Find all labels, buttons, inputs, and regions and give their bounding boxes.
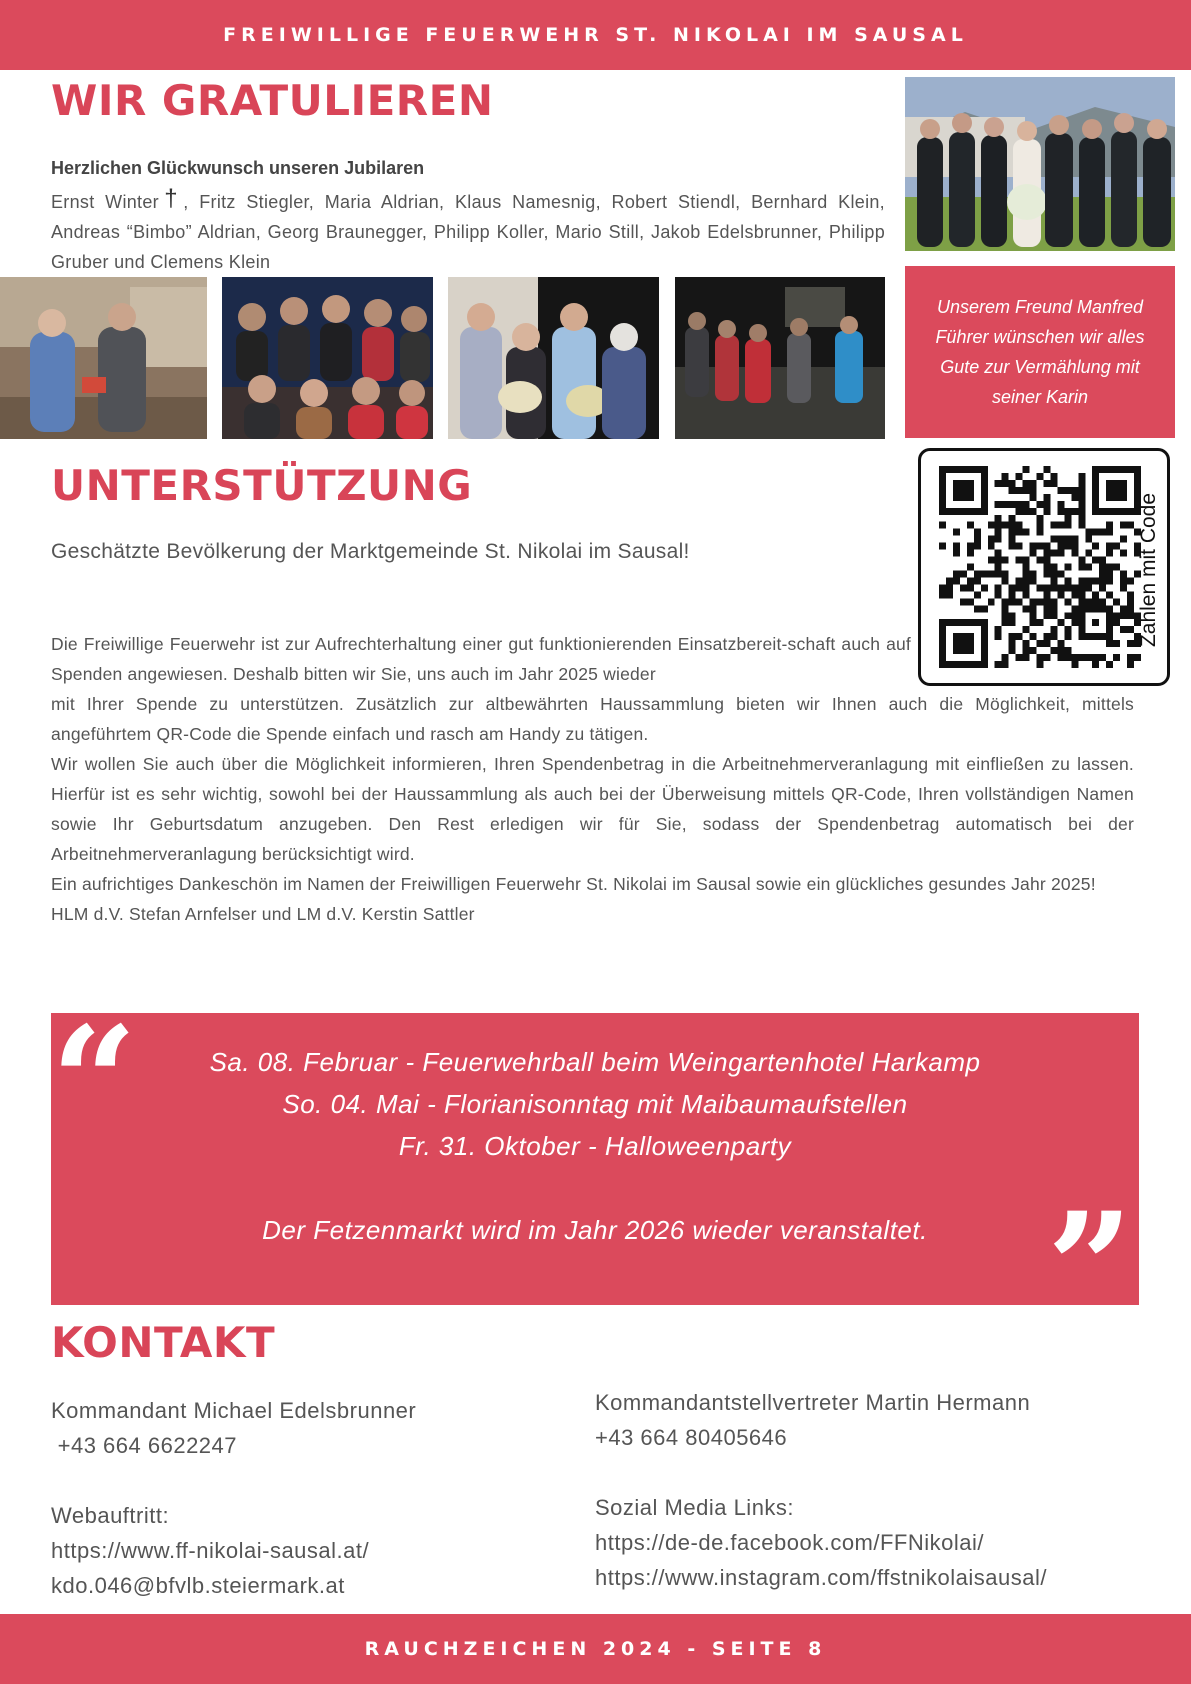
unterstuetzung-heading: UNTERSTÜTZUNG [51, 461, 473, 510]
jubilar-first-name: Ernst Winter [51, 192, 159, 212]
cross-icon: † [158, 185, 184, 212]
support-paragraph-4: Ein aufrichtiges Dankeschön im Namen der Freiwilligen Feuerwehr St. Nikolai im Sausal sowie ein glückliches gesundes Jahr 2025! [51, 874, 1096, 894]
email-link[interactable]: kdo.046@bfvlb.steiermark.at [51, 1573, 345, 1598]
jubilare-list [51, 184, 885, 277]
deputy-phone[interactable]: +43 664 80405646 [595, 1425, 788, 1450]
event-item: Sa. 08. Februar - Feuerwehrball beim Weingartenhotel Harkamp [209, 1047, 981, 1077]
contact-commander [51, 1393, 416, 1603]
commander-phone[interactable]: +43 664 6622247 [51, 1433, 238, 1458]
events-list [51, 1041, 1139, 1251]
web-label: Webauftritt: [51, 1503, 170, 1528]
event-photo-night [675, 277, 885, 439]
kontakt-heading: KONTAKT [51, 1318, 276, 1367]
jubilar-photo-1 [0, 277, 207, 439]
qr-code-label: Zahlen mit Code [1137, 492, 1160, 648]
quote-open-icon: “ [51, 994, 138, 1170]
wedding-wish-text: Unserem Freund Manfred Führer wünschen wir alles Gute zur Vermählung mit seiner Karin [935, 297, 1145, 407]
jubilare-names: , Fritz Stiegler, Maria Aldrian, Klaus Namesnig, Robert Stiendl, Bernhard Klein, Andreas “Bimbo” Aldrian, Georg Braunegger, Philipp Koller, Mario Still, Jakob Edelsbrunner, Philipp Gruber und Clemens Klein [51, 192, 885, 272]
wedding-wish-box [905, 266, 1175, 438]
quote-close-icon: ” [1046, 1180, 1133, 1356]
header-title: FREIWILLIGE FEUERWEHR ST. NIKOLAI IM SAUSAL [223, 24, 968, 46]
group-photo-night [222, 277, 433, 439]
support-signature: HLM d.V. Stefan Arnfelser und LM d.V. Kerstin Sattler [51, 904, 475, 924]
event-item: So. 04. Mai - Florianisonntag mit Maibaumaufstellen [282, 1089, 908, 1119]
website-link[interactable]: https://www.ff-nikolai-sausal.at/ [51, 1538, 370, 1563]
contact-deputy [595, 1385, 1047, 1595]
commander-name: Kommandant Michael Edelsbrunner [51, 1398, 417, 1423]
wedding-photo [905, 77, 1175, 251]
facebook-link[interactable]: https://de-de.facebook.com/FFNikolai/ [595, 1530, 984, 1555]
footer-band [0, 1614, 1191, 1684]
jubilare-subheading: Herzlichen Glückwunsch unseren Jubilaren [51, 158, 425, 178]
header-band [0, 0, 1191, 70]
footer-text: RAUCHZEICHEN 2024 - SEITE 8 [364, 1638, 827, 1660]
support-paragraph-2: mit Ihrer Spende zu unterstützen. Zusätzlich zur altbewährten Haussammlung bieten wir Ihnen auch die Möglichkeit, mittels angeführtem QR-Code die Spende einfach und rasch am Handy zu tätigen. [51, 694, 1134, 744]
gratulieren-heading: WIR GRATULIEREN [51, 76, 494, 125]
events-note: Der Fetzenmarkt wird im Jahr 2026 wieder veranstaltet. [262, 1215, 928, 1245]
support-paragraph-3: Wir wollen Sie auch über die Möglichkeit informieren, Ihren Spendenbetrag in die Arbeitnehmerveranlagung mit einfließen zu lassen. Hierfür ist es sehr wichtig, sowohl bei der Haussammlung als auch bei der Überweisung mittels QR-Code, Ihren vollständigen Namen sowie Ihr Geburtsdatum anzugeben. Den Rest erledigen wir für Sie, sodass der Spendenbetrag automatisch bei der Arbeitnehmerveranlagung berücksichtigt wird. [51, 754, 1134, 864]
deputy-name: Kommandantstellvertreter Martin Hermann [595, 1390, 1031, 1415]
support-body [51, 629, 1134, 929]
instagram-link[interactable]: https://www.instagram.com/ffstnikolaisausal/ [595, 1565, 1047, 1590]
support-paragraph-1: Die Freiwillige Feuerwehr ist zur Aufrechterhaltung einer gut funktionierenden Einsatzbereit-schaft auch auf Spenden angewiesen. Deshalb bitten wir Sie, uns auch im Jahr 2025 wieder [51, 634, 911, 684]
support-greeting: Geschätzte Bevölkerung der Marktgemeinde St. Nikolai im Sausal! [51, 540, 690, 563]
jubilar-photo-flowers [448, 277, 659, 439]
social-label: Sozial Media Links: [595, 1495, 795, 1520]
event-item: Fr. 31. Oktober - Halloweenparty [398, 1131, 792, 1161]
